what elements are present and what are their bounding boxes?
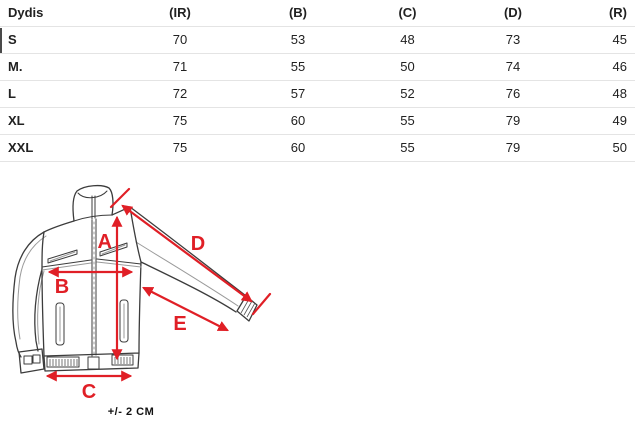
column-header-r: (R) [566,0,635,26]
measurement-value-cell: 50 [355,53,460,80]
measurement-value-cell: 70 [119,26,241,53]
size-label-cell: XXL [0,134,119,161]
measurement-value-cell: 71 [119,53,241,80]
size-table-body [0,26,635,161]
measurement-value-cell: 53 [241,26,355,53]
measurement-value-cell: 57 [241,80,355,107]
measurement-value-cell: 76 [460,80,566,107]
measurement-value-cell: 75 [119,107,241,134]
measurement-value-cell: 48 [355,26,460,53]
measurement-d [111,189,270,314]
size-label-cell: S [0,26,119,53]
measurement-c [48,376,130,403]
size-table [0,0,635,162]
column-header-d: (D) [460,0,566,26]
column-header-ir: (IR) [119,0,241,26]
size-label-cell: XL [0,107,119,134]
measurement-label-d: D [190,233,206,255]
column-header-c: (C) [355,0,460,26]
measurement-b [50,272,131,298]
size-label-cell: L [0,80,119,107]
measurement-label-a: A [97,231,112,253]
measurement-a [98,218,117,358]
measurement-value-cell: 49 [566,107,635,134]
measurement-value-cell: 55 [241,53,355,80]
measurement-d-shoulder-tick [111,189,129,207]
table-row [0,80,635,107]
column-header-dydis: Dydis [0,0,119,26]
measurement-value-cell: 60 [241,134,355,161]
column-header-b: (B) [241,0,355,26]
table-left-border-mark [0,28,2,53]
measurement-value-cell: 72 [119,80,241,107]
tolerance-note: +/- 2 CM [107,406,155,418]
measurement-value-cell: 55 [355,134,460,161]
measurement-value-cell: 48 [566,80,635,107]
measurement-label-b: B [54,276,70,298]
table-row [0,26,635,53]
jacket-right-sleeve [130,207,246,296]
measurement-value-cell: 52 [355,80,460,107]
size-label-cell: M. [0,53,119,80]
measurement-e [144,288,227,335]
measurement-value-cell: 55 [355,107,460,134]
measurement-value-cell: 75 [119,134,241,161]
measurement-value-cell: 73 [460,26,566,53]
table-row [0,53,635,80]
measurement-value-cell: 46 [566,53,635,80]
table-row [0,134,635,161]
measurement-value-cell: 74 [460,53,566,80]
measurement-value-cell: 50 [566,134,635,161]
jacket-right-cuff [237,296,257,321]
measurement-value-cell: 79 [460,107,566,134]
measurement-value-cell: 45 [566,26,635,53]
jacket-measurement-diagram [0,170,300,424]
size-table-header-row [0,0,635,26]
measurement-value-cell: 60 [241,107,355,134]
measurement-label-e: E [173,313,187,335]
measurement-label-c: C [81,381,97,403]
measurement-arrows [48,189,270,403]
measurement-value-cell: 79 [460,134,566,161]
table-row [0,107,635,134]
